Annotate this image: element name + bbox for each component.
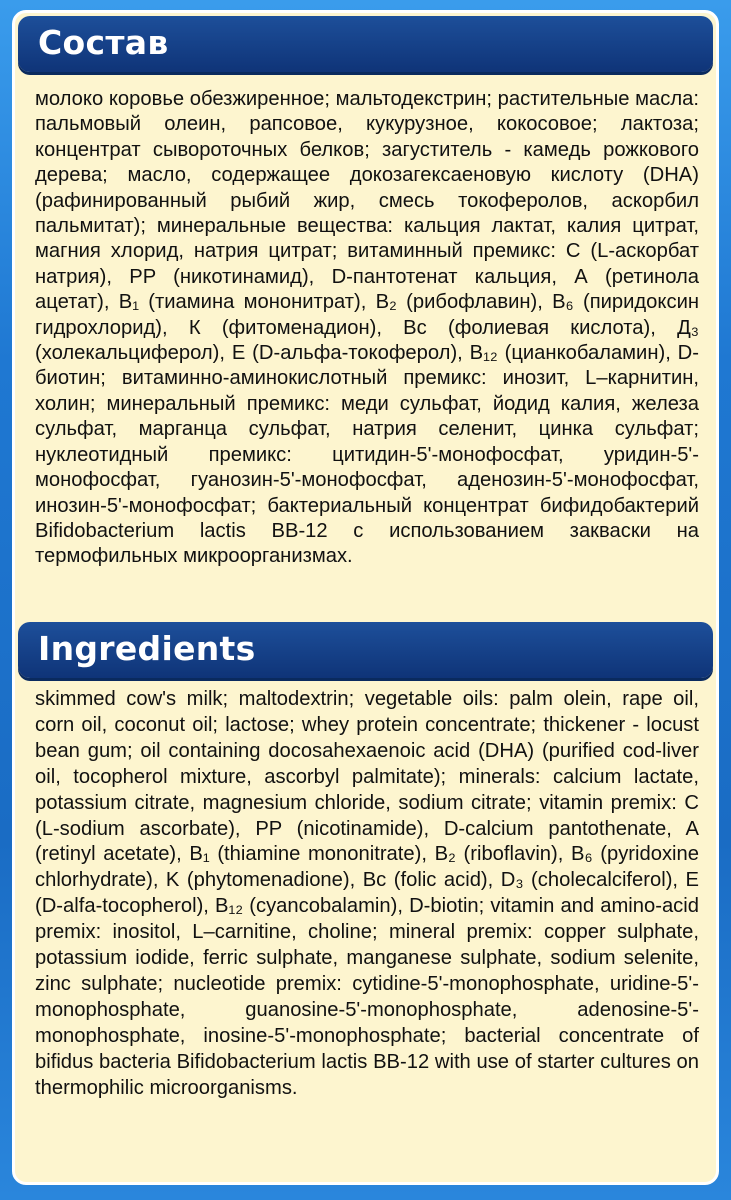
- section-header-en: [18, 622, 713, 678]
- ingredients-text-ru: молоко коровье обезжиренное; мальтодекстрин; растительные масла: пальмовый олеин, рапсовое, кукурузное, кокосовое; лактоза; концентрат сывороточных белков; загуститель - камедь рожкового дерева; масло, содержащее докозагексаеновую кислоту (DHA) (рафинированный рыбий жир, смесь токоферолов, аскорбил пальмитат); минеральные вещества: кальция лактат, калия цитрат, магния хлорид, натрия цитрат; витаминный премикс: С (L-аскорбат натрия), PP (никотинамид), D-пантотенат кальция, А (ретинола ацетат), B₁ (тиамина мононитрат), B₂ (рибофлавин), B₆ (пиридоксин гидрохлорид), К (фитоменадион), Bc (фолиевая кислота), Д₃ (холекальциферол), Е (D-альфа-токоферол), B₁₂ (цианкобаламин), D-биотин; витаминно-аминокислотный премикс: инозит, L–карнитин, холин; минеральный премикс: меди сульфат, йодид калия, железа сульфат, марганца сульфат, натрия селенит, цинка сульфат; нуклеотидный премикс: цитидин-5'-монофосфат, уридин-5'-монофосфат, гуанозин-5'-монофосфат, аденозин-5'-монофосфат, инозин-5'-монофосфат; бактериальный концентрат бифидобактерий Bifidobacterium lactis BB-12 с использованием закваски на термофильных микроорганизмах.: [35, 88, 699, 568]
- section-title-en: Ingredients: [38, 629, 256, 668]
- label-panel: [12, 10, 719, 1185]
- section-title-ru: Состав: [38, 23, 169, 62]
- ingredients-text-en: skimmed cow's milk; maltodextrin; vegetable oils: palm olein, rape oil, corn oil, coconut oil; lactose; whey protein concentrate; thickener - locust bean gum; oil containing docosahexaenoic acid (DHA) (purified cod-liver oil, tocopherol mixture, ascorbyl palmitate); minerals: calcium lactate, potassium citrate, magnesium chloride, sodium citrate; vitamin premix: C (L-sodium ascorbate), PP (nicotinamide), D-calcium pantothenate, A (retinyl acetate), B₁ (thiamine mononitrate), B₂ (riboflavin), B₆ (pyridoxine chlorhydrate), K (phytomenadione), Bc (folic acid), D₃ (cholecalciferol), E (D-alfa-tocopherol), B₁₂ (cyancobalamin), D-biotin; vitamin and amino-acid premix: inositol, L–carnitine, choline; mineral premix: copper sulphate, potassium iodide, ferric sulphate, manganese sulphate, sodium selenite, zinc sulphate; nucleotide premix: cytidine-5'-monophosphate, uridine-5'-monophosphate, guanosine-5'-monophosphate, adenosine-5'-monophosphate, inosine-5'-monophosphate; bacterial concentrate of bifidus bacteria Bifidobacterium lactis BB-12 with use of starter cultures on thermophilic microorganisms.: [35, 688, 699, 1099]
- section-header-ru: [18, 16, 713, 72]
